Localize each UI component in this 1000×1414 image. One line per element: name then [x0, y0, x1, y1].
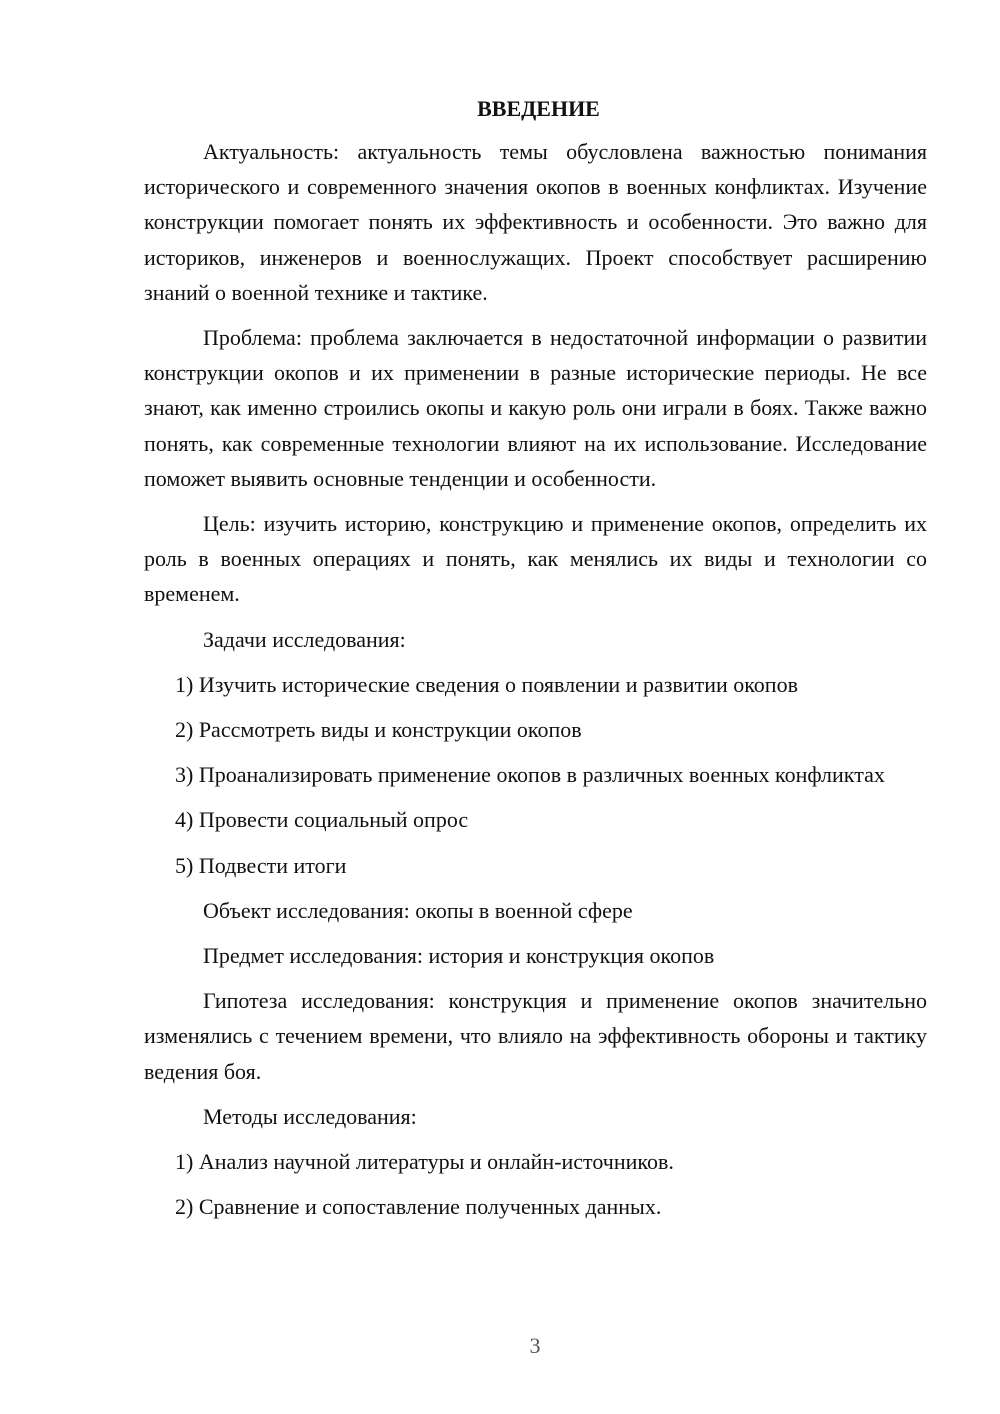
task-item-3: 3) Проанализировать применение окопов в различных военных конфликтах: [175, 762, 885, 788]
task-item-2: 2) Рассмотреть виды и конструкции окопов: [175, 717, 582, 743]
object-paragraph: Объект исследования: окопы в военной сфере: [203, 897, 633, 923]
task-item-1: 1) Изучить исторические сведения о появлении и развитии окопов: [175, 671, 798, 697]
relevance-paragraph: Актуальность: актуальность темы обусловлена важностью понимания исторического и современного значения окопов в военных конфликтах. Изучение конструкции помогает понять их эффективность и особенности. Это важно для историков, инженеров и военнослужащих. Проект способствует расширению знаний о военной технике и тактике.: [144, 139, 927, 305]
page-title: ВВЕДЕНИЕ: [477, 96, 600, 121]
task-item-4: 4) Провести социальный опрос: [175, 807, 469, 833]
subject-paragraph: Предмет исследования: история и конструкция окопов: [203, 943, 715, 969]
method-item-1: 1) Анализ научной литературы и онлайн-источников.: [175, 1149, 674, 1175]
methods-heading: Методы исследования:: [203, 1103, 417, 1129]
task-item-5: 5) Подвести итоги: [175, 852, 347, 878]
hypothesis-paragraph: Гипотеза исследования: конструкция и применение окопов значительно изменялись с течением времени, что влияло на эффективность обороны и тактику ведения боя.: [144, 988, 927, 1084]
page-content: [144, 92, 927, 1234]
goal-paragraph: Цель: изучить историю, конструкцию и применение окопов, определить их роль в военных операциях и понять, как менялись их виды и технологии со временем.: [144, 511, 927, 607]
page-number: 3: [529, 1333, 541, 1358]
problem-paragraph: Проблема: проблема заключается в недостаточной информации о развитии конструкции окопов и их применении в разные исторические периоды. Не все знают, как именно строились окопы и какую роль они играли в боях. Также важно понять, как современные технологии влияют на их использование. Исследование поможет выявить основные тенденции и особенности.: [144, 325, 927, 491]
method-item-2: 2) Сравнение и сопоставление полученных данных.: [175, 1194, 662, 1220]
tasks-heading: Задачи исследования:: [203, 626, 406, 652]
